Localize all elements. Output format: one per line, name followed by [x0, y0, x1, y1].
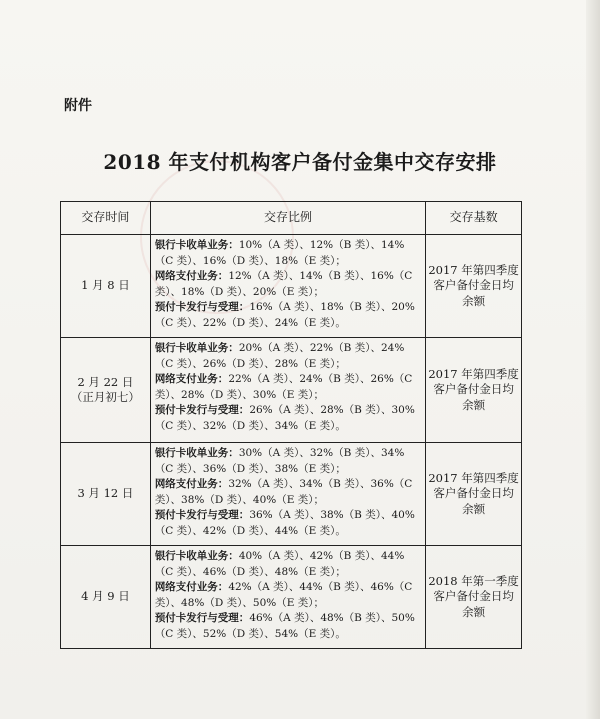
- deposit-ratio: 银行卡收单业务：20%（A 类）、22%（B 类）、24%（C 类）、26%（D 类）、28%（E 类）； 网络支付业务：22%（A 类）、24%（B 类）、26%（C 类）、28%（D 类）、30%（E 类）； 预付卡发行与受理：26%（A 类）、28%（B 类）、30%（C 类）、32%（D 类）、34%（E 类）。: [150, 338, 425, 443]
- deposit-ratio: 银行卡收单业务：30%（A 类）、32%（B 类）、34%（C 类）、36%（D 类）、38%（E 类）； 网络支付业务：32%（A 类）、34%（B 类）、36%（C 类）、38%（D 类）、40%（E 类）； 预付卡发行与受理：36%（A 类）、38%（B 类）、40%（C 类）、42%（D 类）、44%（E 类）。: [150, 443, 425, 546]
- deposit-base: 2017 年第四季度 客户备付金日均 余额: [426, 443, 522, 546]
- deposit-schedule-table: [60, 201, 522, 649]
- deposit-date: 4 月 9 日: [61, 546, 151, 649]
- table-header-row: [61, 202, 522, 235]
- table-row: [61, 338, 522, 443]
- attachment-heading: 附件: [64, 98, 92, 114]
- deposit-ratio: 银行卡收单业务：40%（A 类）、42%（B 类）、44%（C 类）、46%（D 类）、48%（E 类）； 网络支付业务：42%（A 类）、44%（B 类）、46%（C 类）、48%（D 类）、50%（E 类）； 预付卡发行与受理：46%（A 类）、48%（B 类）、50%（C 类）、52%（D 类）、54%（E 类）。: [150, 546, 425, 649]
- table-row: [61, 235, 522, 338]
- column-header-base: 交存基数: [426, 202, 522, 235]
- deposit-base: 2017 年第四季度 客户备付金日均 余额: [426, 235, 522, 338]
- deposit-base: 2018 年第一季度 客户备付金日均 余额: [426, 546, 522, 649]
- deposit-date: 3 月 12 日: [61, 443, 151, 546]
- column-header-time: 交存时间: [61, 202, 151, 235]
- deposit-date: 1 月 8 日: [61, 235, 151, 338]
- deposit-base: 2017 年第四季度 客户备付金日均 余额: [426, 338, 522, 443]
- deposit-date: 2 月 22 日 （正月初七）: [61, 338, 151, 443]
- page-edge: [586, 0, 600, 719]
- table-row: [61, 443, 522, 546]
- deposit-ratio: 银行卡收单业务：10%（A 类）、12%（B 类）、14%（C 类）、16%（D 类）、18%（E 类）； 网络支付业务：12%（A 类）、14%（B 类）、16%（C 类）、18%（D 类）、20%（E 类）； 预付卡发行与受理：16%（A 类）、18%（B 类）、20%（C 类）、22%（D 类）、24%（E 类）。: [150, 235, 425, 338]
- table-row: [61, 546, 522, 649]
- document-title: 2018 年支付机构客户备付金集中交存安排: [103, 150, 497, 174]
- column-header-ratio: 交存比例: [150, 202, 425, 235]
